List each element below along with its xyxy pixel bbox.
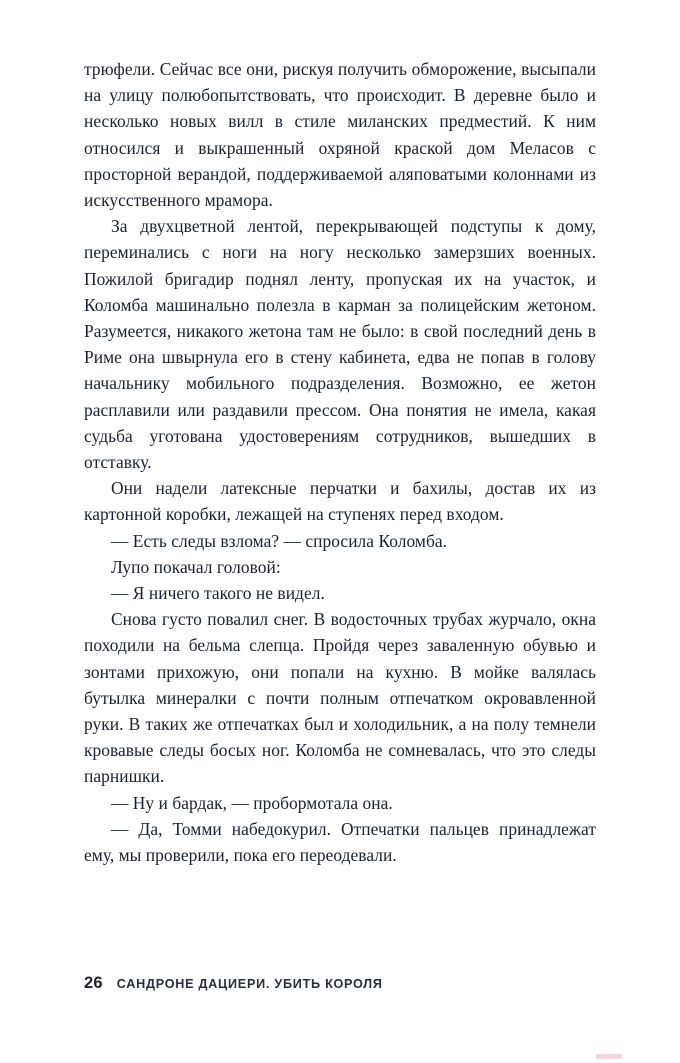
- paragraph: трюфели. Сейчас все они, рискуя получить обморожение, высыпали на улицу полюбопытствовать, что происходит. В деревне было и несколько новых вилл в стиле миланских предместий. К ним относился и выкрашенный охряной краской дом Меласов с просторной верандой, поддерживаемой аляповатыми колоннами из искусственного мрамора.: [84, 59, 596, 211]
- paragraph: Лупо покачал головой:: [110, 556, 281, 577]
- page-number: 26: [84, 974, 103, 992]
- paragraph: — Я ничего такого не видел.: [110, 583, 325, 604]
- paragraph: — Есть следы взлома? — спросила Коломба.: [110, 530, 448, 551]
- page-body: [84, 56, 596, 868]
- paragraph: — Ну и бардак, — пробормотала она.: [110, 792, 393, 813]
- paragraph: — Да, Томми набедокурил. Отпечатки пальцев принадлежат ему, мы проверили, пока его переодевали.: [84, 818, 596, 866]
- paragraph: За двухцветной лентой, перекрывающей подступы к дому, переминались с ноги на ногу несколько замерзших военных. Пожилой бригадир поднял ленту, пропуская их на участок, и Коломба машинально полезла в карман за полицейским жетоном. Разумеется, никакого жетона там не было: в свой последний день в Риме она швырнула его в стену кабинета, едва не попав в голову начальнику мобильного подразделения. Возможно, ее жетон расплавили или раздавили прессом. Она понятия не имела, какая судьба уготована удостоверениям сотрудников, вышедших в отставку.: [84, 216, 596, 473]
- paragraph: Они надели латексные перчатки и бахилы, достав их из картонной коробки, лежащей на ступенях перед входом.: [84, 478, 596, 525]
- running-title: САНДРОНЕ ДАЦИЕРИ. УБИТЬ КОРОЛЯ: [116, 977, 383, 991]
- corner-mark: [596, 1054, 622, 1059]
- paragraph: Снова густо повалил снег. В водосточных трубах журчало, окна походили на бельма слепца. Пройдя через заваленную обувью и зонтами прихожую, они попали на кухню. В мойке валялась бутылка минералки с почти полным отпечатком окровавленной руки. В таких же отпечатках был и холодильник, а на полу темнели кровавые следы босых ног. Коломба не сомневалась, что это следы парнишки.: [84, 609, 596, 787]
- page-footer: [84, 974, 383, 993]
